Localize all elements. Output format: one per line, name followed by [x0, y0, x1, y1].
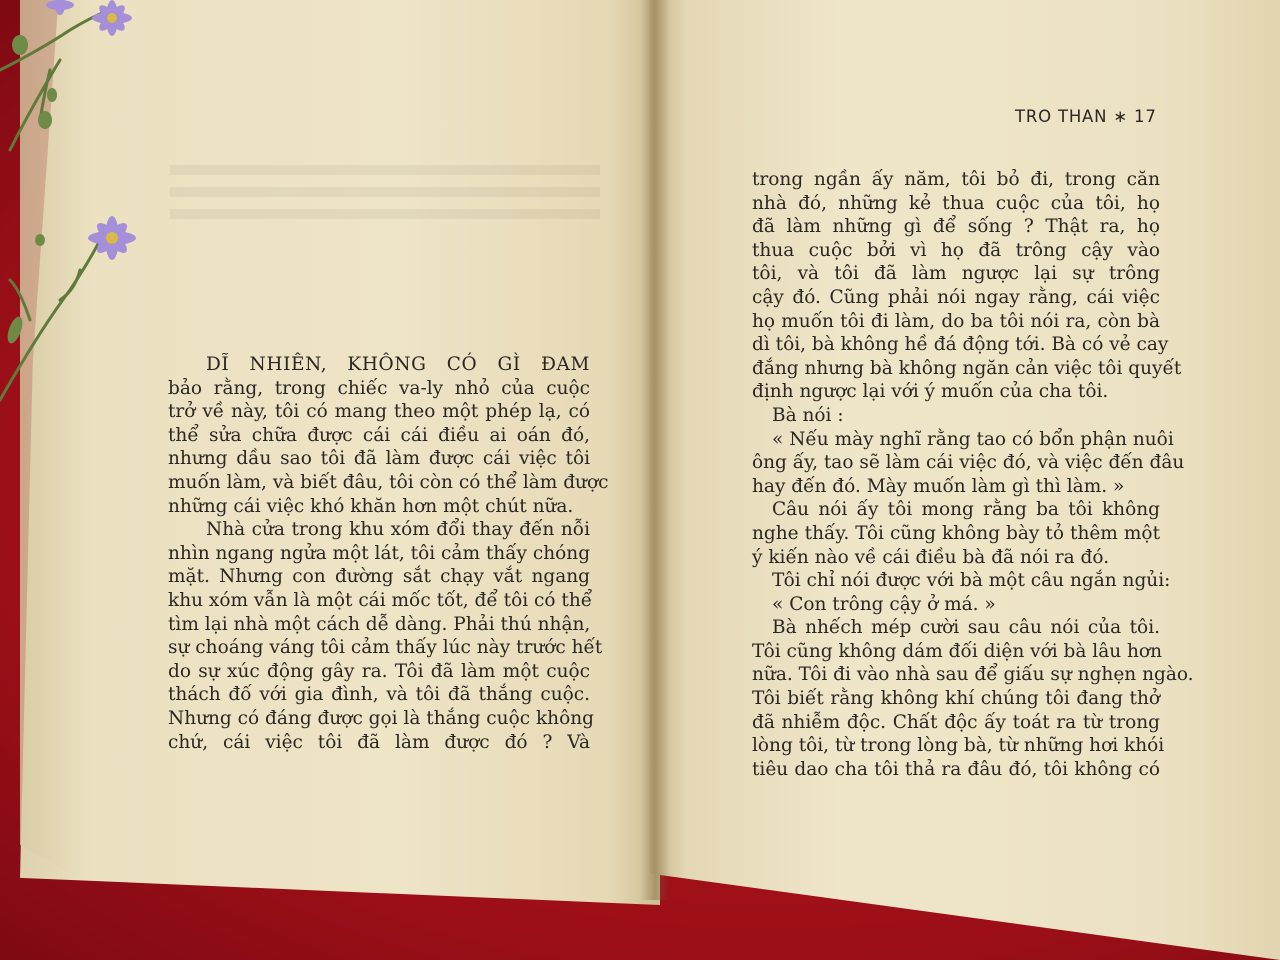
text-line: nghe thấy. Tôi cũng không bày tỏ thêm một	[752, 522, 1160, 544]
text-line: đắng nhưng bà không ngăn cản việc tôi quyết	[752, 357, 1182, 379]
running-head-separator: ∗	[1113, 107, 1128, 126]
text-line: đã làm những gì để sống ? Thật ra, họ	[752, 216, 1160, 238]
text-line: cậy đó. Cũng phải nói ngay rằng, cái việc	[752, 286, 1160, 308]
running-head	[1015, 107, 1157, 126]
flower-sprig-icon	[0, 0, 200, 420]
text-line: khu xóm vẫn là một cái mốc tốt, để tôi có thể	[168, 589, 593, 611]
quote-line: ông ấy, tao sẽ làm cái việc đó, và việc đến đâu	[752, 452, 1185, 474]
chapter-opening-line: DĨ NHIÊN, KHÔNG CÓ GÌ ĐAM	[206, 354, 590, 375]
text-line: nhưng dầu sao tôi đã làm được cái việc tôi	[168, 448, 590, 470]
text-line: đã nhiễm độc. Chất độc ấy toát ra từ trong	[752, 711, 1160, 733]
text-line: sự choáng váng tôi cảm thấy lúc này trước hết	[168, 637, 603, 659]
aster-flower-middle	[88, 216, 136, 260]
text-line: lòng tôi, từ trong lòng bà, từ những hơi khói	[752, 735, 1165, 757]
text-line: Câu nói ấy tôi mong rằng ba tôi không	[772, 499, 1160, 521]
text-line: do sự xúc động gây ra. Tôi đã làm một cuộc	[168, 660, 590, 682]
text-line: chứ, cái việc tôi đã làm được đó ? Và	[168, 731, 590, 753]
text-line: Bà nhếch mép cười sau câu nói của tôi.	[772, 617, 1160, 639]
text-line: Nhưng có đáng được gọi là thắng cuộc không	[168, 707, 594, 729]
text-line: Bà nói :	[772, 404, 844, 426]
text-line: mặt. Nhưng con đường sắt chạy vắt ngang	[168, 566, 590, 588]
text-line: ý kiến nào về cái điều bà đã nói ra đó.	[752, 546, 1110, 568]
page-number: 17	[1134, 107, 1157, 126]
right-page-text	[752, 168, 1194, 781]
text-line: nhà đó, những kẻ thua cuộc của tôi, họ	[752, 192, 1160, 214]
book-gutter	[640, 0, 670, 900]
text-line: trong ngần ấy năm, tôi bỏ đi, trong căn	[752, 169, 1160, 190]
text-line: thách đố với gia đình, và tôi đã thắng cuộc.	[168, 684, 590, 706]
text-line: trở về này, tôi có mang theo một phép lạ, có	[168, 401, 590, 423]
text-line: nữa. Tôi đi vào nhà sau để giấu sự nghẹn ngào.	[752, 664, 1194, 686]
text-line: thua cuộc bởi vì họ đã trông cậy vào	[752, 239, 1160, 261]
quote-line: « Nếu mày nghĩ rằng tao có bổn phận nuôi	[772, 428, 1174, 450]
show-through-text	[170, 165, 600, 225]
left-page-text	[168, 353, 609, 754]
text-line: định ngược lại với ý muốn của cha tôi.	[752, 381, 1109, 403]
quote-line: hay đến đó. Mày muốn làm gì thì làm. »	[752, 475, 1125, 497]
text-line: thể sửa chữa được cái cái điều ai oán đó,	[168, 424, 590, 446]
text-line: Tôi chỉ nói được với bà một câu ngắn ngủi:	[772, 570, 1171, 592]
text-line: tiêu dao cha tôi thả ra đâu đó, tôi không có	[752, 758, 1160, 780]
text-line: dì tôi, bà không hề đá động tới. Bà có vẻ cay	[752, 334, 1169, 356]
running-head-title: TRO THAN	[1015, 107, 1108, 126]
text-line: những cái việc khó khăn hơn một chút nữa.	[168, 495, 574, 517]
text-line: nhìn ngang ngửa một lát, tôi cảm thấy chóng	[168, 542, 591, 564]
text-line: họ muốn tôi đi làm, do ba tôi nói ra, còn bà	[752, 310, 1160, 332]
text-line: tôi, và tôi đã làm ngược lại sự trông	[752, 263, 1160, 285]
text-line: tìm lại nhà một cách dễ dàng. Phải thú nhận,	[168, 613, 591, 635]
text-line: Nhà cửa trong khu xóm đổi thay đến nỗi	[206, 519, 590, 541]
text-line: muốn làm, và biết đâu, tôi còn có thể làm được	[168, 471, 609, 493]
text-line: bảo rằng, trong chiếc va-ly nhỏ của cuộc	[168, 377, 590, 399]
quote-line: « Con trông cậy ở má. »	[772, 593, 996, 615]
text-line: Tôi cũng không dám đối diện với bà lâu hơn	[752, 640, 1162, 662]
text-line: Tôi biết rằng không khí chúng tôi đang thở	[752, 688, 1160, 710]
